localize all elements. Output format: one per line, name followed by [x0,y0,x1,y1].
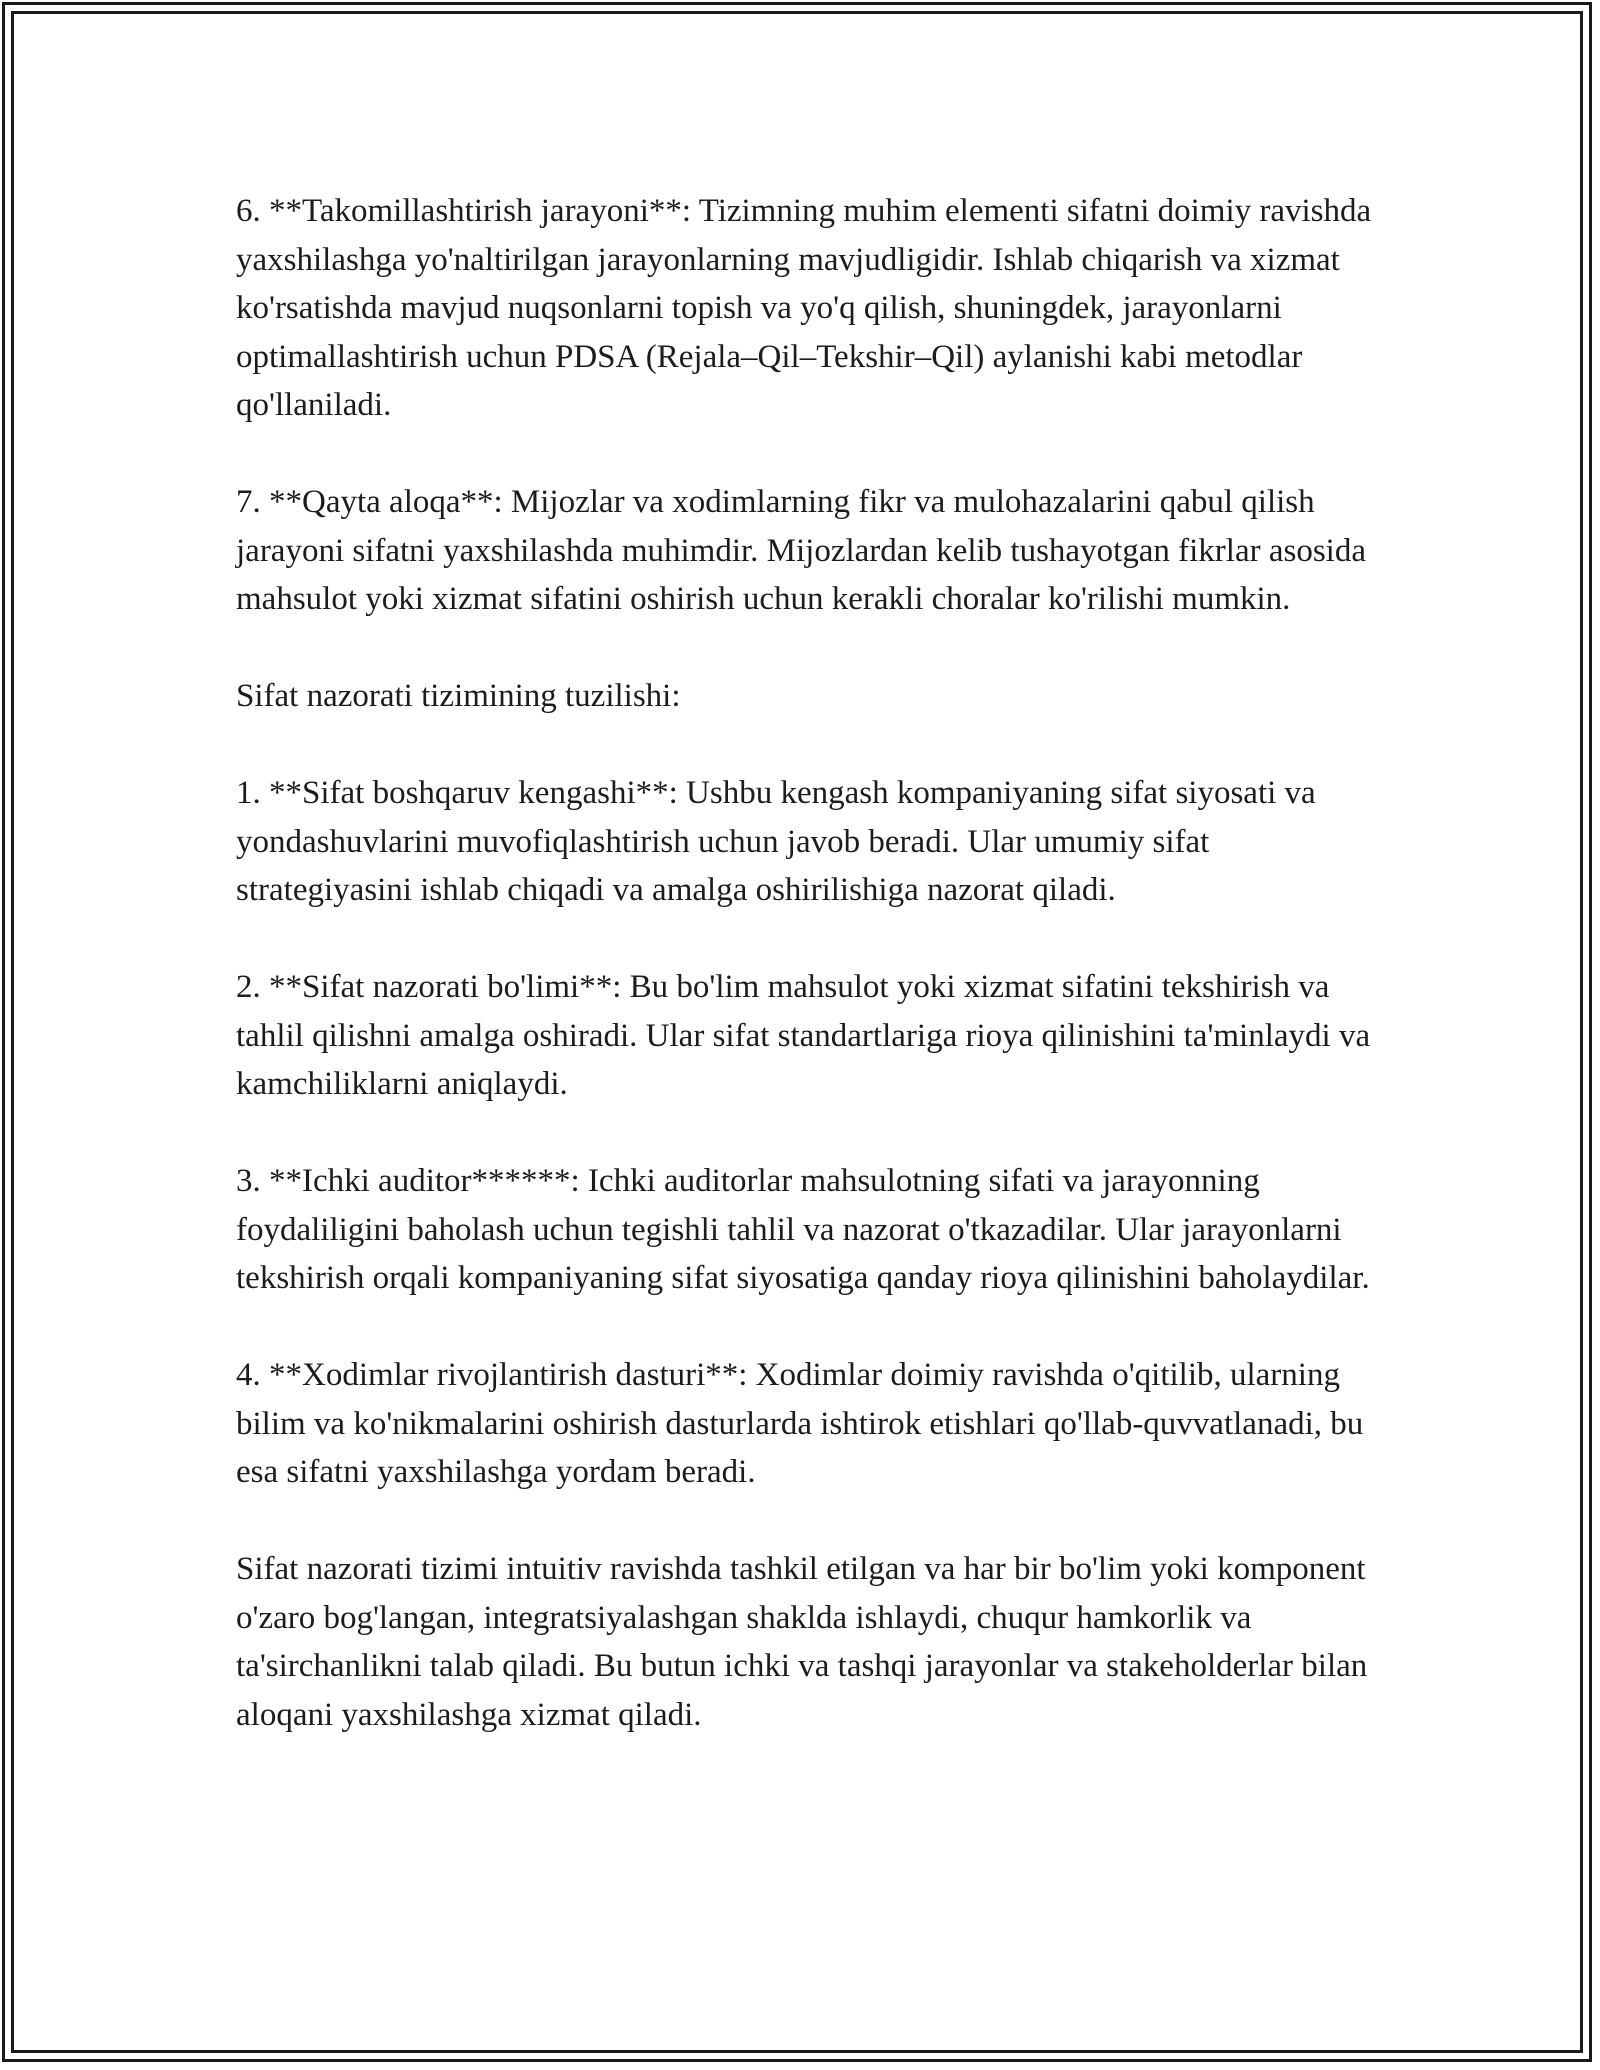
paragraph-improvement-process: 6. **Takomillashtirish jarayoni**: Tizimning muhim elementi sifatni doimiy ravishda yaxshilashga yo'naltirilgan jarayonlarning mavjudligidir. Ishlab chiqarish va xizmat ko'rsatishda mavjud nuqsonlarni topish va yo'q qilish, shuningdek, jarayonlarni optimallashtirish uchun PDSA (Rejala–Qil–Tekshir–Qil) aylanishi kabi metodlar qo'llaniladi. [236,193,1372,423]
document-body [236,187,1376,1739]
paragraph-staff-development: 4. **Xodimlar rivojlantirish dasturi**: Xodimlar doimiy ravishda o'qitilib, ularning bilim va ko'nikmalarini oshirish dasturlarda ishtirok etishlari qo'llab-quvvatlanadi, bu esa sifatni yaxshilashga yordam beradi. [236,1357,1364,1490]
paragraph-quality-control-department: 2. **Sifat nazorati bo'limi**: Bu bo'lim mahsulot yoki xizmat sifatini tekshirish va tahlil qilishni amalga oshiradi. Ular sifat standartlariga rioya qilinishini ta'minlaydi va kamchiliklarni aniqlaydi. [236,969,1371,1102]
paragraph-feedback: 7. **Qayta aloqa**: Mijozlar va xodimlarning fikr va mulohazalarini qabul qilish jarayoni sifatni yaxshilashda muhimdir. Mijozlardan kelib tushayotgan fikrlar asosida mahsulot yoki xizmat sifatini oshirish uchun kerakli choralar ko'rilishi mumkin. [236,484,1366,617]
paragraph-conclusion: Sifat nazorati tizimi intuitiv ravishda tashkil etilgan va har bir bo'lim yoki komponent o'zaro bog'langan, integratsiyalashgan shaklda ishlaydi, chuqur hamkorlik va ta'sirchanlikni talab qiladi. Bu butun ichki va tashqi jarayonlar va stakeholderlar bilan aloqani yaxshilashga xizmat qiladi. [236,1551,1368,1733]
paragraph-internal-auditor: 3. **Ichki auditor******: Ichki auditorlar mahsulotning sifati va jarayonning foydaliligini baholash uchun tegishli tahlil va nazorat o'tkazadilar. Ular jarayonlarni tekshirish orqali kompaniyaning sifat siyosatiga qanday rioya qilinishini baholaydilar. [236,1163,1370,1296]
section-heading-structure: Sifat nazorati tizimining tuzilishi: [236,678,681,714]
paragraph-quality-council: 1. **Sifat boshqaruv kengashi**: Ushbu kengash kompaniyaning sifat siyosati va yondashuvlarini muvofiqlashtirish uchun javob beradi. Ular umumiy sifat strategiyasini ishlab chiqadi va amalga oshirilishiga nazorat qiladi. [236,775,1316,908]
